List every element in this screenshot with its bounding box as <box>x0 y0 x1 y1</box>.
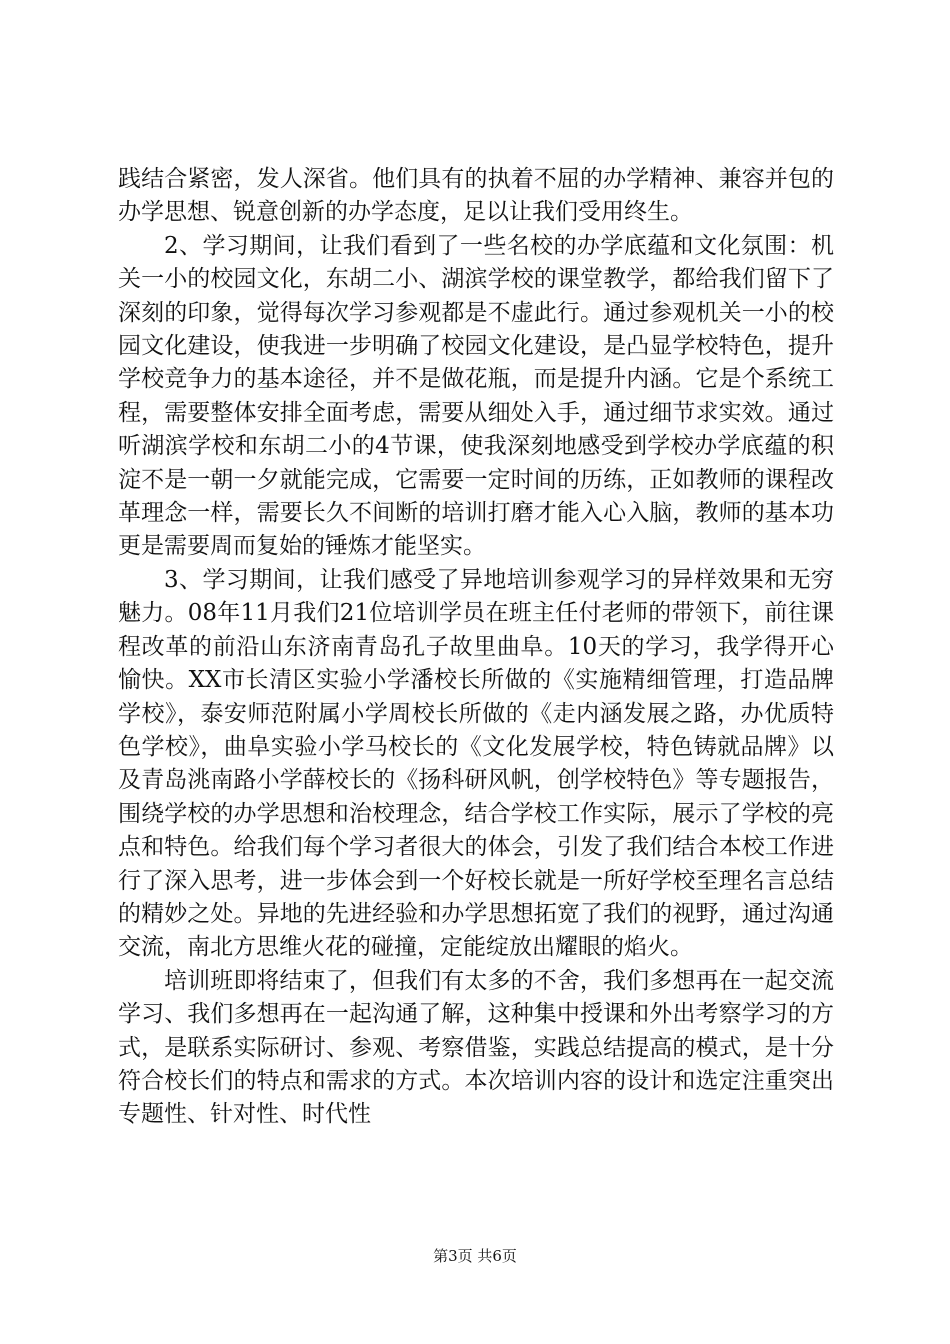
paragraph-point-3: 3、学习期间，让我们感受了异地培训参观学习的异样效果和无穷魅力。08年11月我们21位培训学员在班主任付老师的带领下，前往课程改革的前沿山东济南青岛孔子故里曲阜。10天的学习，我学得开心愉快。XX市长清区实验小学潘校长所做的《实施精细管理，打造品牌学校》，泰安师范附属小学周校长所做的《走内涵发展之路，办优质特色学校》，曲阜实验小学马校长的《文化发展学校，特色铸就品牌》以及青岛洮南路小学薛校长的《扬科研风帆，创学校特色》等专题报告，围绕学校的办学思想和治校理念，结合学校工作实际，展示了学校的亮点和特色。给我们每个学习者很大的体会，引发了我们结合本校工作进行了深入思考，进一步体会到一个好校长就是一所好学校至理名言总结的精妙之处。异地的先进经验和办学思想拓宽了我们的视野，通过沟通交流，南北方思维火花的碰撞，定能绽放出耀眼的焰火。 <box>118 566 834 961</box>
paragraph-continuation: 践结合紧密，发人深省。他们具有的执着不屈的办学精神、兼容并包的办学思想、锐意创新的办学态度，足以让我们受用终生。 <box>118 166 834 226</box>
paragraph-closing: 培训班即将结束了，但我们有太多的不舍，我们多想再在一起交流学习、我们多想再在一起沟通了解，这种集中授课和外出考察学习的方式，是联系实际研讨、参观、考察借鉴，实践总结提高的模式，是十分符合校长们的特点和需求的方式。本次培训内容的设计和选定注重突出专题性、针对性、时代性 <box>118 967 834 1128</box>
document-body <box>118 163 834 1132</box>
page-number-footer: 第3页 共6页 <box>433 1247 517 1265</box>
paragraph-point-2: 2、学习期间，让我们看到了一些名校的办学底蕴和文化氛围：机关一小的校园文化，东胡二小、湖滨学校的课堂教学，都给我们留下了深刻的印象，觉得每次学习参观都是不虚此行。通过参观机关一小的校园文化建设，使我进一步明确了校园文化建设，是凸显学校特色，提升学校竞争力的基本途径，并不是做花瓶，而是提升内涵。它是个系统工程，需要整体安排全面考虑，需要从细处入手，通过细节求实效。通过听湖滨学校和东胡二小的4节课，使我深刻地感受到学校办学底蕴的积淀不是一朝一夕就能完成，它需要一定时间的历练，正如教师的课程改革理念一样，需要长久不间断的培训打磨才能入心入脑，教师的基本功更是需要周而复始的锤炼才能坚实。 <box>118 232 834 560</box>
